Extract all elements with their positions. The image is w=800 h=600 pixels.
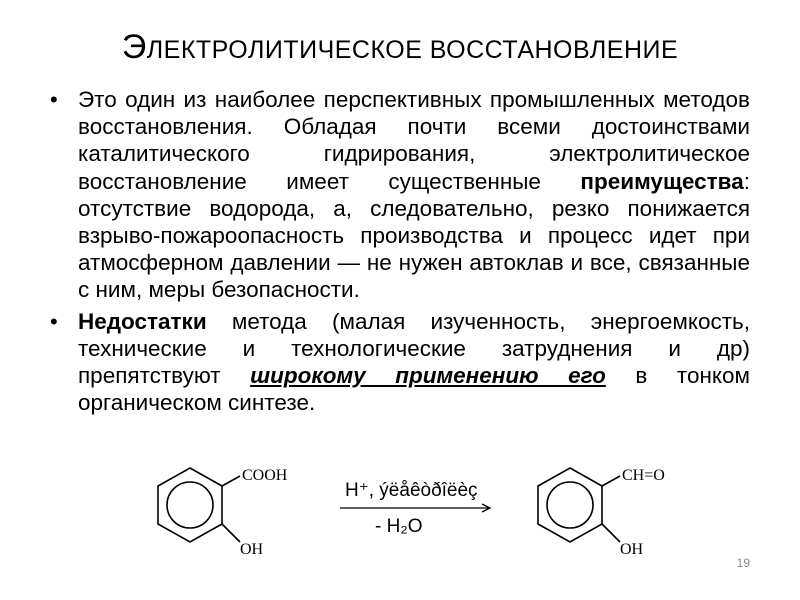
product-aldehyde-label: CH=O: [622, 467, 665, 484]
title-rest: ЛЕКТРОЛИТИЧЕСКОЕ ВОССТАНОВЛЕНИЕ: [146, 36, 679, 64]
product-benzene-ring: [538, 468, 620, 542]
bullet-list: [50, 86, 750, 420]
slide-title: [0, 28, 800, 67]
reaction-scheme: [140, 460, 700, 580]
reaction-conditions-bottom: - H₂O: [375, 516, 423, 537]
bullet1-text-1: Это один из наиболее перспективных промышленных методов восстановления. Обладая почти всеми достоинствами каталитического гидрирования, электролитическое восстановление имеет существенные: [78, 87, 750, 194]
reactant-carboxyl-label: COOH: [242, 467, 288, 484]
bullet-advantages: [50, 86, 750, 304]
bullet1-text-2: : отсутствие водорода, а, следовательно, резко понижается взрыво-пожароопасность производства и процесс идет при атмосферном давлении — не нужен автоклав и все, связанные с ним, меры безопасности.: [78, 168, 750, 303]
bullet2-bold: Недостатки: [78, 308, 207, 334]
bullet1-bold: преимущества: [580, 168, 744, 194]
bullet2-text-2: в тонком органическом синтезе.: [78, 363, 750, 416]
reaction-conditions-top: H⁺, ýëåêòðîëèç: [345, 480, 478, 501]
product-hydroxyl-label: OH: [620, 541, 644, 558]
slide-number: 19: [736, 556, 750, 570]
title-first-letter: Э: [121, 28, 147, 66]
reaction-arrow: [340, 504, 490, 512]
bullet2-text-1: метода (малая изученность, энергоемкость, технические и технологические затруднения и др) препятствуют: [78, 308, 750, 389]
bullet-disadvantages: [50, 308, 750, 417]
bullet-dot: •: [50, 87, 58, 112]
bullet2-bold-italic: широкому применению его: [250, 363, 606, 389]
reactant-hydroxyl-label: OH: [240, 541, 264, 558]
reactant-benzene-ring: [158, 468, 240, 542]
bullet-dot: •: [50, 308, 58, 334]
